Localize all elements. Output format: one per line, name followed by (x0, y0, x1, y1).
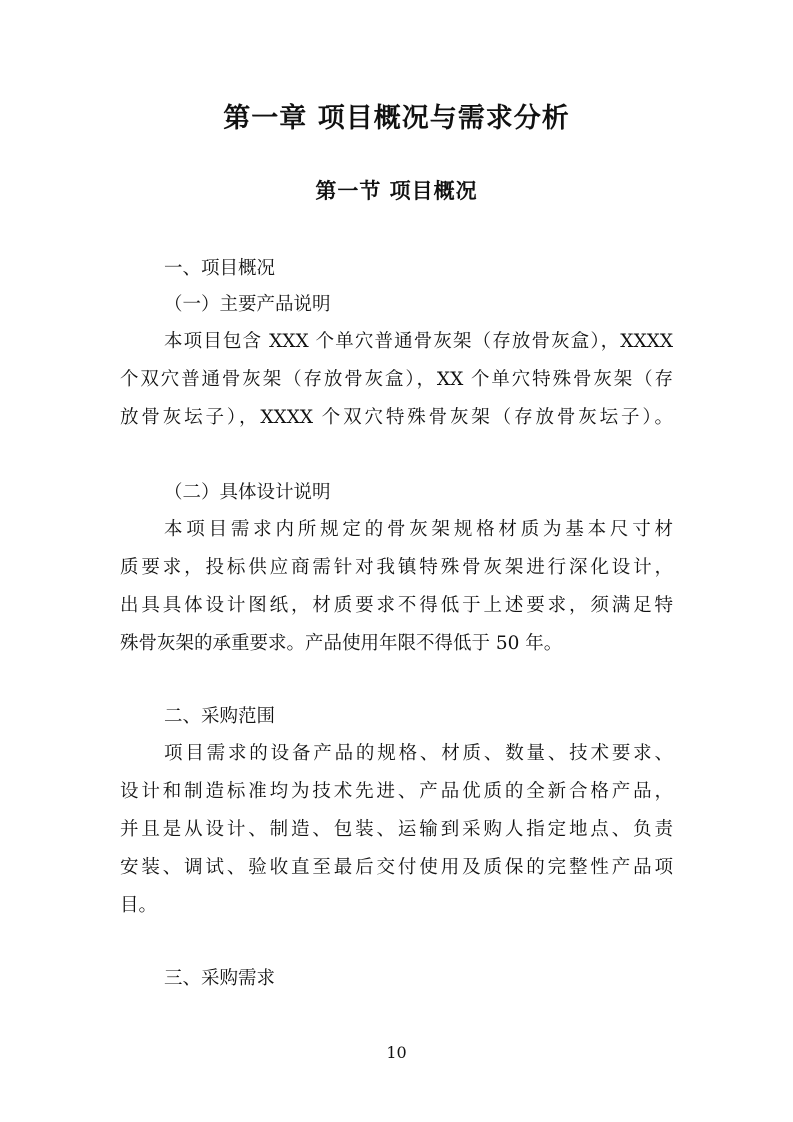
paragraph-line: 放骨灰坛子），XXXX 个双穴特殊骨灰架（存放骨灰坛子）。 (120, 407, 673, 428)
chapter-title: 第一章 项目概况与需求分析 (223, 103, 570, 134)
paragraph-line: 项目需求的设备产品的规格、材质、数量、技术要求、 (164, 743, 673, 764)
paragraph-line: 出具具体设计图纸，材质要求不得低于上述要求，须满足特 (120, 595, 673, 616)
paragraph-line: 殊骨灰架的承重要求。产品使用年限不得低于 50 年。 (120, 633, 563, 654)
section-title: 第一节 项目概况 (315, 179, 478, 203)
heading-procurement-scope: 二、采购范围 (164, 706, 276, 727)
paragraph-line: 个双穴普通骨灰架（存放骨灰盒），XX 个单穴特殊骨灰架（存 (120, 369, 673, 390)
paragraph-line: 并且是从设计、制造、包装、运输到采购人指定地点、负责 (120, 819, 673, 840)
paragraph-line: 本项目需求内所规定的骨灰架规格材质为基本尺寸材 (164, 519, 673, 540)
paragraph-line: 质要求，投标供应商需针对我镇特殊骨灰架进行深化设计， (120, 557, 673, 578)
paragraph-line: 设计和制造标准均为技术先进、产品优质的全新合格产品， (120, 781, 673, 802)
paragraph-line: 安装、调试、验收直至最后交付使用及质保的完整性产品项 (120, 857, 673, 878)
page-number: 10 (386, 1043, 407, 1062)
heading-project-overview: 一、项目概况 (164, 258, 276, 279)
subheading-design-description: （二）具体设计说明 (164, 482, 331, 503)
paragraph-line: 本项目包含 XXX 个单穴普通骨灰架（存放骨灰盒），XXXX (164, 331, 673, 352)
subheading-main-products: （一）主要产品说明 (164, 294, 331, 315)
paragraph-line: 目。 (120, 895, 158, 916)
heading-procurement-requirements: 三、采购需求 (164, 968, 276, 989)
